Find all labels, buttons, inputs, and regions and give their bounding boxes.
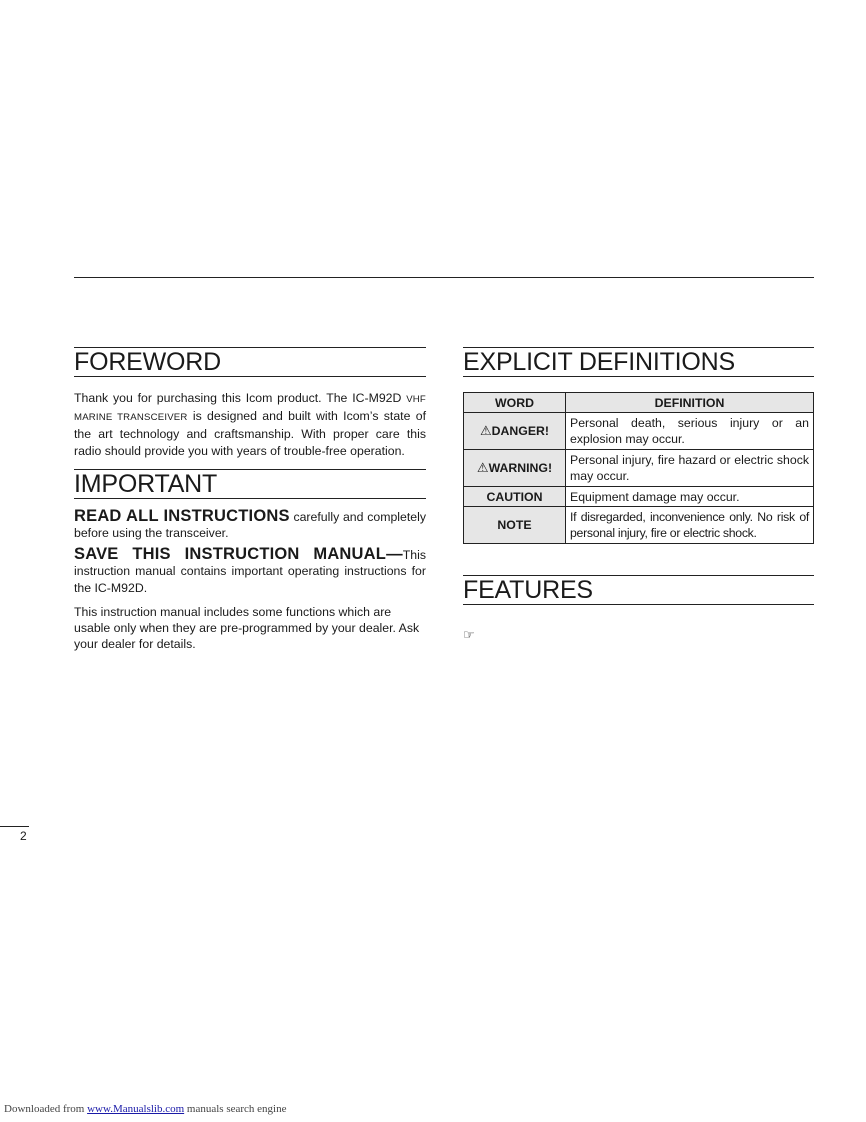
left-column [74, 347, 426, 652]
download-footer [4, 1103, 286, 1115]
word-caution: CAUTION [486, 489, 543, 504]
read-instructions-paragraph [74, 508, 426, 541]
dealer-functions-paragraph: This instruction manual includes some functions which are usable only when they are pre-programmed by your dealer. Ask your dealer for details. [74, 604, 420, 652]
warning-triangle-icon: ⚠ [479, 423, 492, 438]
definition-column-header: DEFINITION [566, 393, 814, 413]
foreword-product-name: VHF MARINE TRANSCEIVER [74, 394, 426, 424]
definitions-title: EXPLICIT DEFINITIONS [463, 347, 814, 377]
definition-cell: If disregarded, inconvenience only. No risk of personal injury, fire or electric shock. [566, 507, 814, 544]
right-column [463, 347, 814, 644]
word-warning: WARNING! [488, 461, 553, 475]
definition-cell: Equipment damage may occur. [566, 487, 814, 507]
pointing-hand-icon: ☞ [463, 627, 475, 642]
word-cell [464, 450, 566, 487]
save-manual-paragraph [74, 546, 426, 596]
features-title: FEATURES [463, 575, 814, 605]
save-manual-text: This instruction manual contains important operating instructions for the IC-M92D. [74, 548, 426, 595]
definitions-header-row [464, 393, 814, 413]
word-column-header: WORD [464, 393, 566, 413]
page-number-rule [0, 826, 29, 827]
table-row [464, 507, 814, 544]
word-cell [464, 507, 566, 544]
manualslib-link[interactable]: www.Manualslib.com [87, 1103, 185, 1115]
word-cell [464, 487, 566, 507]
table-row [464, 413, 814, 450]
warning-triangle-icon: ⚠ [476, 460, 489, 475]
important-title: IMPORTANT [74, 469, 426, 499]
footer-suffix: manuals search engine [186, 1103, 287, 1115]
table-row [464, 487, 814, 507]
word-note: NOTE [497, 518, 532, 532]
word-danger: DANGER! [491, 424, 550, 438]
foreword-title: FOREWORD [74, 347, 426, 377]
footer-prefix: Downloaded from [4, 1103, 85, 1115]
foreword-paragraph [74, 390, 426, 459]
definition-cell: Personal injury, fire hazard or electric shock may occur. [566, 450, 814, 487]
read-instructions-text: carefully and completely before using the transceiver. [74, 509, 426, 541]
page-number: 2 [20, 829, 27, 843]
save-manual-lead: SAVE THIS INSTRUCTION MANUAL— [74, 545, 403, 564]
read-instructions-lead: READ ALL INSTRUCTIONS [74, 506, 290, 525]
definitions-table [463, 392, 814, 544]
foreword-text-b: is designed and built with Icom’s state of the art technology and craftsmanship. With proper care this radio should provide you with years of trouble-free operation. [74, 409, 427, 458]
word-cell [464, 413, 566, 450]
foreword-text-a: Thank you for purchasing this Icom product. The IC-M92D [74, 391, 402, 405]
header-rule [74, 277, 814, 278]
definition-cell: Personal death, serious injury or an explosion may occur. [566, 413, 814, 450]
table-row [464, 450, 814, 487]
